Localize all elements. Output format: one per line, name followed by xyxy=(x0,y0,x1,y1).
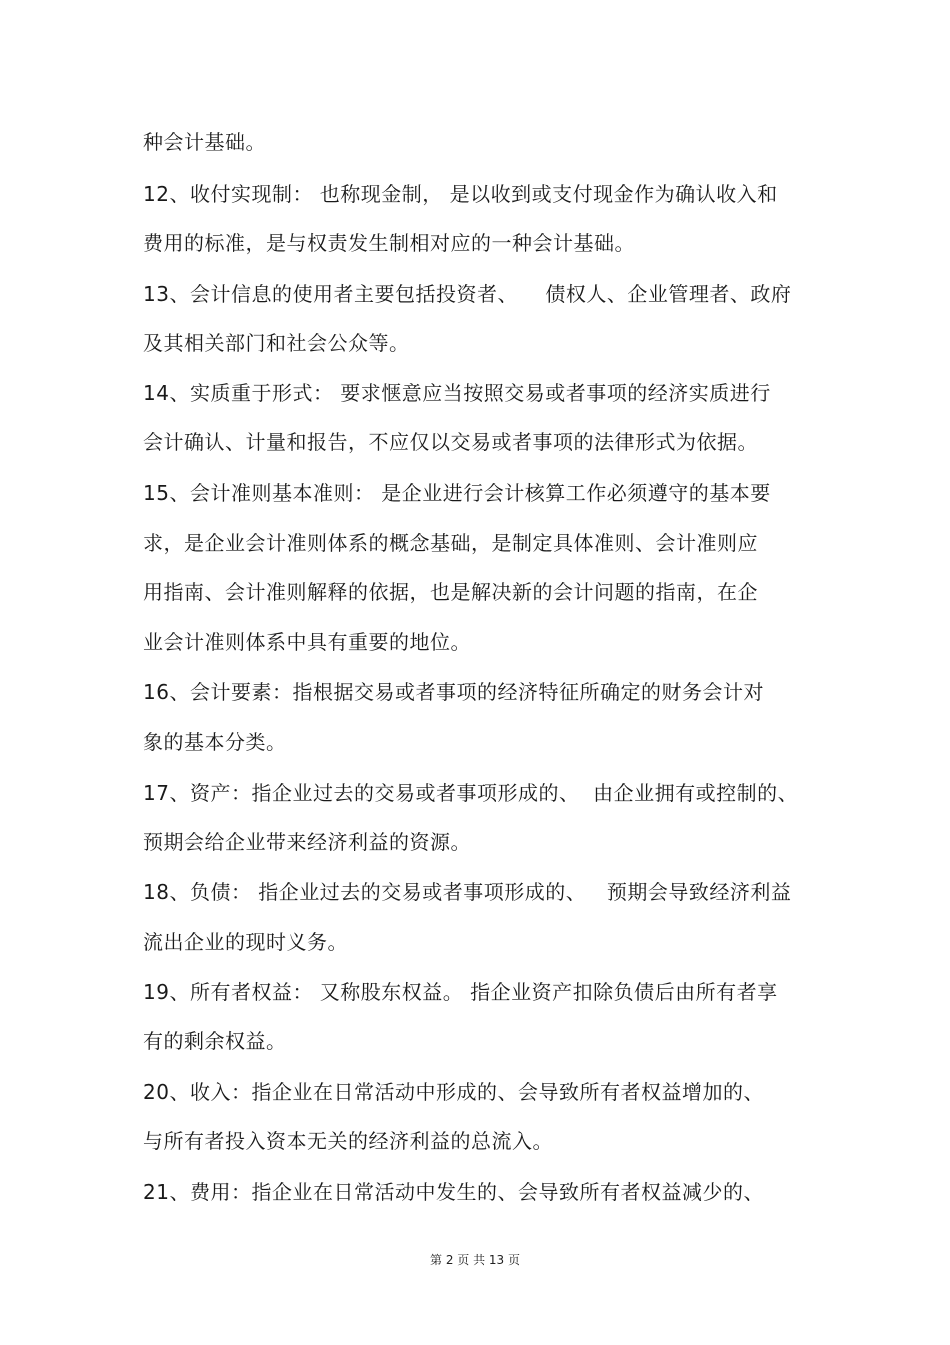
text-line-18: 19、所有者权益： 又称股东权益。 指企业资产扣除负债后由所有者享 xyxy=(143,980,778,1004)
text-line-19: 有的剩余权益。 xyxy=(143,1029,287,1053)
text-line-13: 象的基本分类。 xyxy=(143,730,287,754)
text-line-17: 流出企业的现时义务。 xyxy=(143,930,348,954)
text-line-11: 业会计准则体系中具有重要的地位。 xyxy=(143,630,471,654)
text-line-14: 17、资产：指企业过去的交易或者事项形成的、 由企业拥有或控制的、 xyxy=(143,781,799,805)
text-line-16: 18、负债： 指企业过去的交易或者事项形成的、 预期会导致经济利益 xyxy=(143,880,792,904)
text-line-21: 与所有者投入资本无关的经济利益的总流入。 xyxy=(143,1129,553,1153)
text-line-20: 20、收入：指企业在日常活动中形成的、会导致所有者权益增加的、 xyxy=(143,1080,764,1104)
text-line-3: 费用的标准，是与权责发生制相对应的一种会计基础。 xyxy=(143,231,635,255)
text-line-22: 21、费用：指企业在日常活动中发生的、会导致所有者权益减少的、 xyxy=(143,1180,764,1204)
text-line-1: 种会计基础。 xyxy=(143,130,266,154)
text-line-6: 14、实质重于形式： 要求惬意应当按照交易或者事项的经济实质进行 xyxy=(143,381,771,405)
text-line-7: 会计确认、计量和报告，不应仅以交易或者事项的法律形式为依据。 xyxy=(143,430,758,454)
text-line-10: 用指南、会计准则解释的依据，也是解决新的会计问题的指南，在企 xyxy=(143,580,758,604)
page-footer: 第 2 页 共 13 页 xyxy=(430,1253,520,1267)
text-line-2: 12、收付实现制： 也称现金制， 是以收到或支付现金作为确认收入和 xyxy=(143,182,778,206)
text-line-9: 求，是企业会计准则体系的概念基础，是制定具体准则、会计准则应 xyxy=(143,531,758,555)
text-line-8: 15、会计准则基本准则： 是企业进行会计核算工作必须遵守的基本要 xyxy=(143,481,771,505)
text-line-5: 及其相关部门和社会公众等。 xyxy=(143,331,410,355)
text-line-4: 13、会计信息的使用者主要包括投资者、 债权人、企业管理者、政府 xyxy=(143,282,792,306)
text-line-12: 16、会计要素：指根据交易或者事项的经济特征所确定的财务会计对 xyxy=(143,680,764,704)
text-line-15: 预期会给企业带来经济利益的资源。 xyxy=(143,830,471,854)
